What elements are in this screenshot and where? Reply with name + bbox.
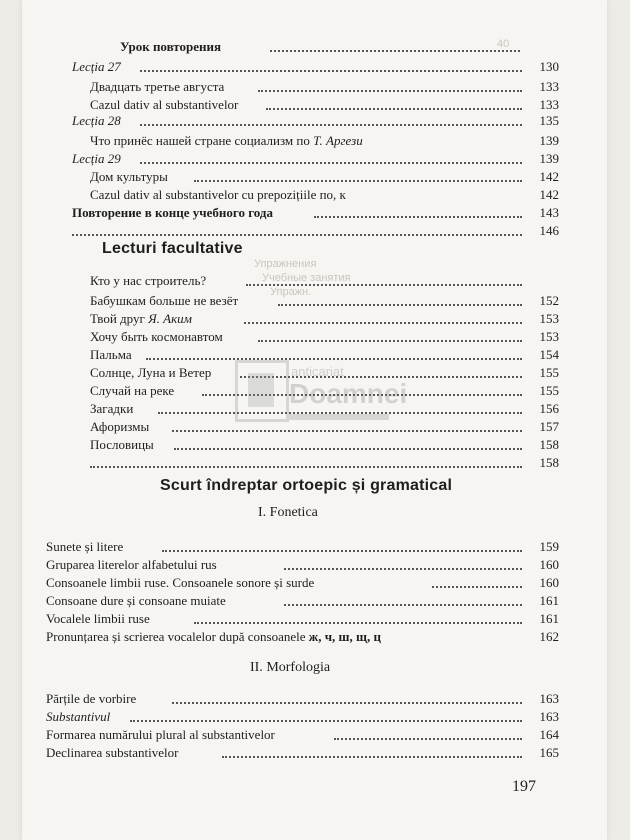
leader-dots xyxy=(278,304,522,306)
toc-entry-label: Vocalele limbii ruse xyxy=(46,611,150,626)
page-ref: 130 xyxy=(539,59,559,74)
leader-dots xyxy=(432,586,522,588)
toc-entry-label: Sunete și litere xyxy=(46,539,124,554)
page-ref: 143 xyxy=(539,205,559,220)
toc-row xyxy=(22,744,567,762)
toc-row xyxy=(22,628,567,646)
toc-entry-label: Consoanele limbii ruse. Consoanele sonore și surde xyxy=(46,575,315,590)
page-ref: 156 xyxy=(539,401,559,416)
page-ref: 153 xyxy=(539,311,559,326)
toc-row xyxy=(22,78,567,96)
toc-row xyxy=(22,168,567,186)
leader-dots xyxy=(90,466,522,468)
toc-entry-label: Consoane dure și consoane muiate xyxy=(46,593,226,608)
toc-row xyxy=(22,690,567,708)
toc-entry-label: Урок повторения xyxy=(120,39,222,54)
watermark-book-icon xyxy=(235,360,289,422)
page-ref: 165 xyxy=(539,745,559,760)
toc-entry-label: Кто у нас строитель? xyxy=(90,273,207,288)
toc-entry-label: Дом культуры xyxy=(90,169,168,184)
section-heading: Scurt îndreptar ortoepic și gramatical xyxy=(160,477,453,494)
leader-dots xyxy=(284,568,522,570)
leader-dots xyxy=(244,322,522,324)
toc-entry-label: Declinarea substantivelor xyxy=(46,745,179,760)
toc-row xyxy=(22,112,567,130)
leader-dots xyxy=(162,550,522,552)
leader-dots xyxy=(140,70,522,72)
toc-entry-label xyxy=(90,310,192,328)
page-ref: 162 xyxy=(539,629,559,644)
page-ref: 160 xyxy=(539,557,559,572)
toc-entry-label: Пословицы xyxy=(90,437,154,452)
bleed-through-text: Упражнения xyxy=(254,258,317,270)
toc-row xyxy=(22,204,567,222)
leader-dots xyxy=(72,234,522,236)
leader-dots xyxy=(246,284,522,286)
page-ref: 135 xyxy=(539,113,559,128)
toc-entry-label xyxy=(90,132,363,150)
subsection-heading: I. Fonetica xyxy=(258,505,318,520)
toc-row xyxy=(22,708,567,726)
leader-dots xyxy=(194,180,522,182)
watermark-text: Doamnei xyxy=(289,378,408,409)
section-heading: Lecturi facultative xyxy=(102,240,243,257)
page-ref: 142 xyxy=(539,169,559,184)
toc-entry-letters: ж, ч, ш, щ, ц xyxy=(308,629,381,644)
toc-entry-label: Părțile de vorbire xyxy=(46,691,137,706)
toc-row xyxy=(22,58,567,76)
toc-entry-label: Двадцать третье августа xyxy=(90,79,225,94)
page-ref: 164 xyxy=(539,727,559,742)
leader-dots xyxy=(172,702,522,704)
toc-row xyxy=(22,328,567,346)
toc-row xyxy=(22,726,567,744)
page-ref: 139 xyxy=(539,133,559,148)
lesson-label: Lecția 29 xyxy=(72,151,121,166)
toc-entry-label: Substantivul xyxy=(46,709,111,724)
bleed-through-text: Учебные занятия xyxy=(262,272,351,284)
toc-entry-label: Cazul dativ al substantivelor xyxy=(90,97,239,112)
page-ref: 133 xyxy=(539,79,559,94)
page-ref: 158 xyxy=(539,455,559,470)
toc-entry-title: Что принёс нашей стране социализм по xyxy=(90,133,310,148)
toc-entry-label: Cazul dativ al substantivelor cu prepozițiile по, к xyxy=(90,187,346,202)
toc-entry-label: Повторение в конце учебного года xyxy=(72,205,273,220)
leader-dots xyxy=(194,622,522,624)
page-ref: 157 xyxy=(539,419,559,434)
toc-row xyxy=(22,556,567,574)
page-ref: 139 xyxy=(539,151,559,166)
toc-row xyxy=(22,610,567,628)
toc-row xyxy=(22,454,567,472)
page-ref: 159 xyxy=(539,539,559,554)
toc-entry-label: Пальма xyxy=(90,347,132,362)
toc-row xyxy=(22,538,567,556)
toc-row xyxy=(22,310,567,328)
toc-entry-label: Загадки xyxy=(90,401,134,416)
leader-dots xyxy=(140,162,522,164)
page-ref: 152 xyxy=(539,293,559,308)
bleed-through-number: 40 xyxy=(497,38,510,50)
toc-row xyxy=(22,592,567,610)
page-ref: 155 xyxy=(539,383,559,398)
toc-entry-label: Gruparea literelor alfabetului rus xyxy=(46,557,217,572)
page-ref: 155 xyxy=(539,365,559,380)
subsection-heading: II. Morfologia xyxy=(250,660,331,675)
toc-entry-label: Афоризмы xyxy=(90,419,150,434)
lesson-label: Lecția 28 xyxy=(72,113,121,128)
page-ref: 146 xyxy=(539,223,559,238)
leader-dots xyxy=(270,50,520,52)
toc-row xyxy=(22,574,567,592)
toc-entry-label xyxy=(46,628,381,646)
page-ref: 154 xyxy=(539,347,559,362)
toc-row xyxy=(22,132,567,150)
toc-entry-label: Хочу быть космонавтом xyxy=(90,329,223,344)
toc-entry-label: Случай на реке xyxy=(90,383,175,398)
leader-dots xyxy=(266,108,522,110)
leader-dots xyxy=(258,340,522,342)
page-ref: 153 xyxy=(539,329,559,344)
page-number: 197 xyxy=(512,778,536,795)
page-ref: 133 xyxy=(539,97,559,112)
page-ref: 160 xyxy=(539,575,559,590)
toc-entry-title: Твой друг xyxy=(90,311,145,326)
leader-dots xyxy=(130,720,522,722)
toc-row xyxy=(22,272,567,290)
page-ref: 158 xyxy=(539,437,559,452)
toc-entry-author: Т. Аргези xyxy=(313,133,363,148)
lesson-label: Lecția 27 xyxy=(72,59,121,74)
leader-dots xyxy=(334,738,522,740)
toc-row xyxy=(22,436,567,454)
page-ref: 163 xyxy=(539,709,559,724)
bleed-through-text: Упражн. xyxy=(270,286,312,298)
leader-dots xyxy=(258,90,522,92)
watermark-text: anticariat xyxy=(291,364,344,379)
leader-dots xyxy=(174,448,522,450)
toc-entry-label: Formarea numărului plural al substantivelor xyxy=(46,727,275,742)
toc-row xyxy=(22,150,567,168)
leader-dots xyxy=(284,604,522,606)
toc-entry-label: Солнце, Луна и Ветер xyxy=(90,365,212,380)
leader-dots xyxy=(172,430,522,432)
page-ref: 161 xyxy=(539,593,559,608)
toc-entry-author: Я. Аким xyxy=(148,311,192,326)
leader-dots xyxy=(314,216,522,218)
toc-row xyxy=(22,38,567,56)
page-ref: 142 xyxy=(539,187,559,202)
watermark-underline xyxy=(289,414,389,420)
leader-dots xyxy=(140,124,522,126)
toc-entry-title: Pronunțarea și scrierea vocalelor după consoanele xyxy=(46,629,306,644)
book-page xyxy=(22,0,607,840)
toc-row xyxy=(22,186,567,204)
watermark-logo xyxy=(235,360,408,430)
page-ref: 161 xyxy=(539,611,559,626)
toc-row xyxy=(22,292,567,310)
leader-dots xyxy=(222,756,522,758)
toc-entry-label: Бабушкам больше не везёт xyxy=(90,293,239,308)
toc-row xyxy=(22,222,567,240)
page-ref: 163 xyxy=(539,691,559,706)
